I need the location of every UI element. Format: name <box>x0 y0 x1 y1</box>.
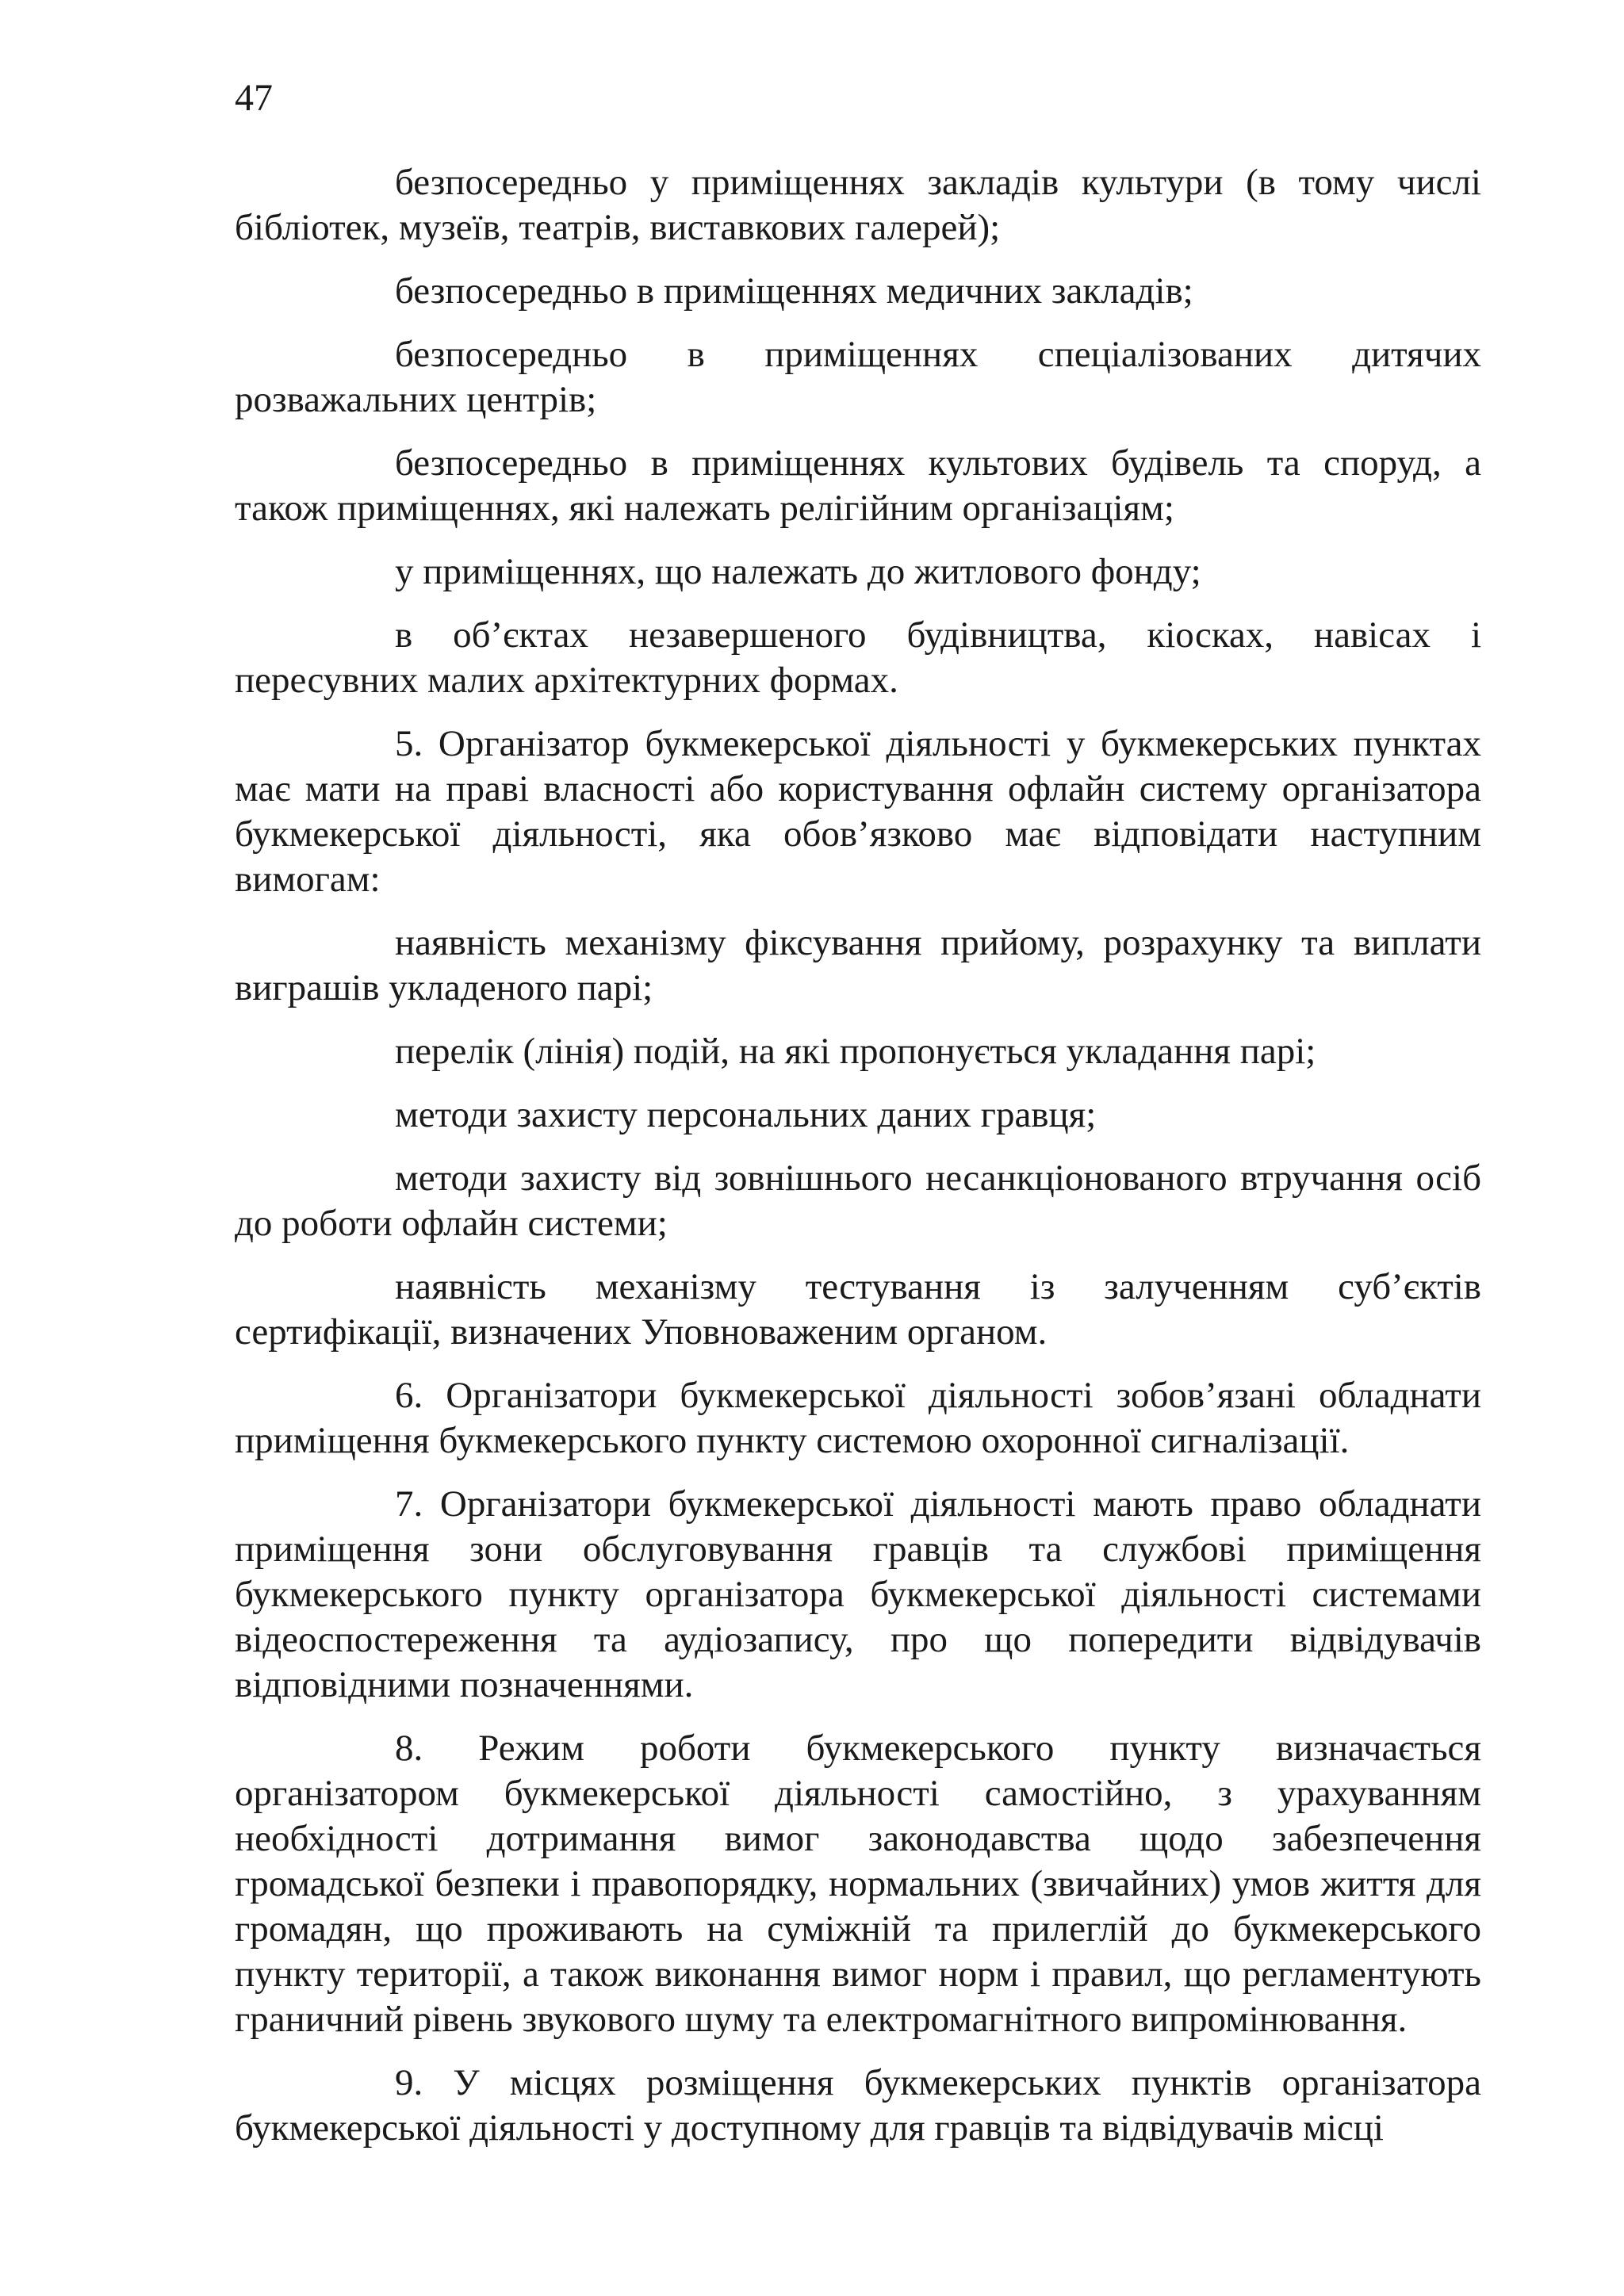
paragraph: безпосередньо в приміщеннях спеціалізованих дитячих розважальних центрів; <box>235 334 1481 420</box>
document-body <box>235 160 1481 2169</box>
paragraph: методи захисту персональних даних гравця; <box>395 1094 1097 1135</box>
page-number: 47 <box>235 77 273 119</box>
paragraph: наявність механізму тестування із залученням суб’єктів сертифікації, визначених Уповноваженим органом. <box>235 1266 1481 1353</box>
numbered-paragraph-5: 5. Організатор букмекерської діяльності у букмекерських пунктах має мати на праві власності або користування офлайн систему організатора букмекерської діяльності, яка обов’язково має відповідати наступним вимогам: <box>235 723 1481 900</box>
numbered-paragraph-9: 9. У місцях розміщення букмекерських пунктів організатора букмекерської діяльності у доступному для гравців та відвідувачів місці <box>235 2062 1481 2149</box>
paragraph: наявність механізму фіксування прийому, розрахунку та виплати виграшів укладеного парі; <box>235 922 1481 1008</box>
numbered-paragraph-6: 6. Організатори букмекерської діяльності зобов’язані обладнати приміщення букмекерського пункту системою охоронної сигналізації. <box>235 1375 1481 1461</box>
paragraph: безпосередньо в приміщеннях культових будівель та споруд, а також приміщеннях, які належать релігійним організаціям; <box>235 442 1481 529</box>
paragraph: в об’єктах незавершеного будівництва, кіосках, навісах і пересувних малих архітектурних формах. <box>235 614 1481 701</box>
paragraph: у приміщеннях, що належать до житлового фонду; <box>395 551 1201 592</box>
paragraph: методи захисту від зовнішнього несанкціонованого втручання осіб до роботи офлайн системи; <box>235 1158 1481 1244</box>
paragraph: безпосередньо у приміщеннях закладів культури (в тому числі бібліотек, музеїв, театрів, виставкових галерей); <box>235 162 1481 248</box>
paragraph: перелік (лінія) подій, на які пропонується укладання парі; <box>395 1031 1316 1072</box>
numbered-paragraph-8: 8. Режим роботи букмекерського пункту визначається організатором букмекерської діяльності самостійно, з урахуванням необхідності дотримання вимог законодавства щодо забезпечення громадської безпеки і правопорядку, нормальних (звичайних) умов життя для громадян, що проживають на суміжній та прилеглій до букмекерського пункту території, а також виконання вимог норм і правил, що регламентують граничний рівень звукового шуму та електромагнітного випромінювання. <box>235 1728 1481 2040</box>
numbered-paragraph-7: 7. Організатори букмекерської діяльності мають право обладнати приміщення зони обслуговування гравців та службові приміщення букмекерського пункту організатора букмекерської діяльності системами відеоспостереження та аудіозапису, про що попередити відвідувачів відповідними позначеннями. <box>235 1483 1481 1705</box>
paragraph: безпосередньо в приміщеннях медичних закладів; <box>395 270 1193 312</box>
